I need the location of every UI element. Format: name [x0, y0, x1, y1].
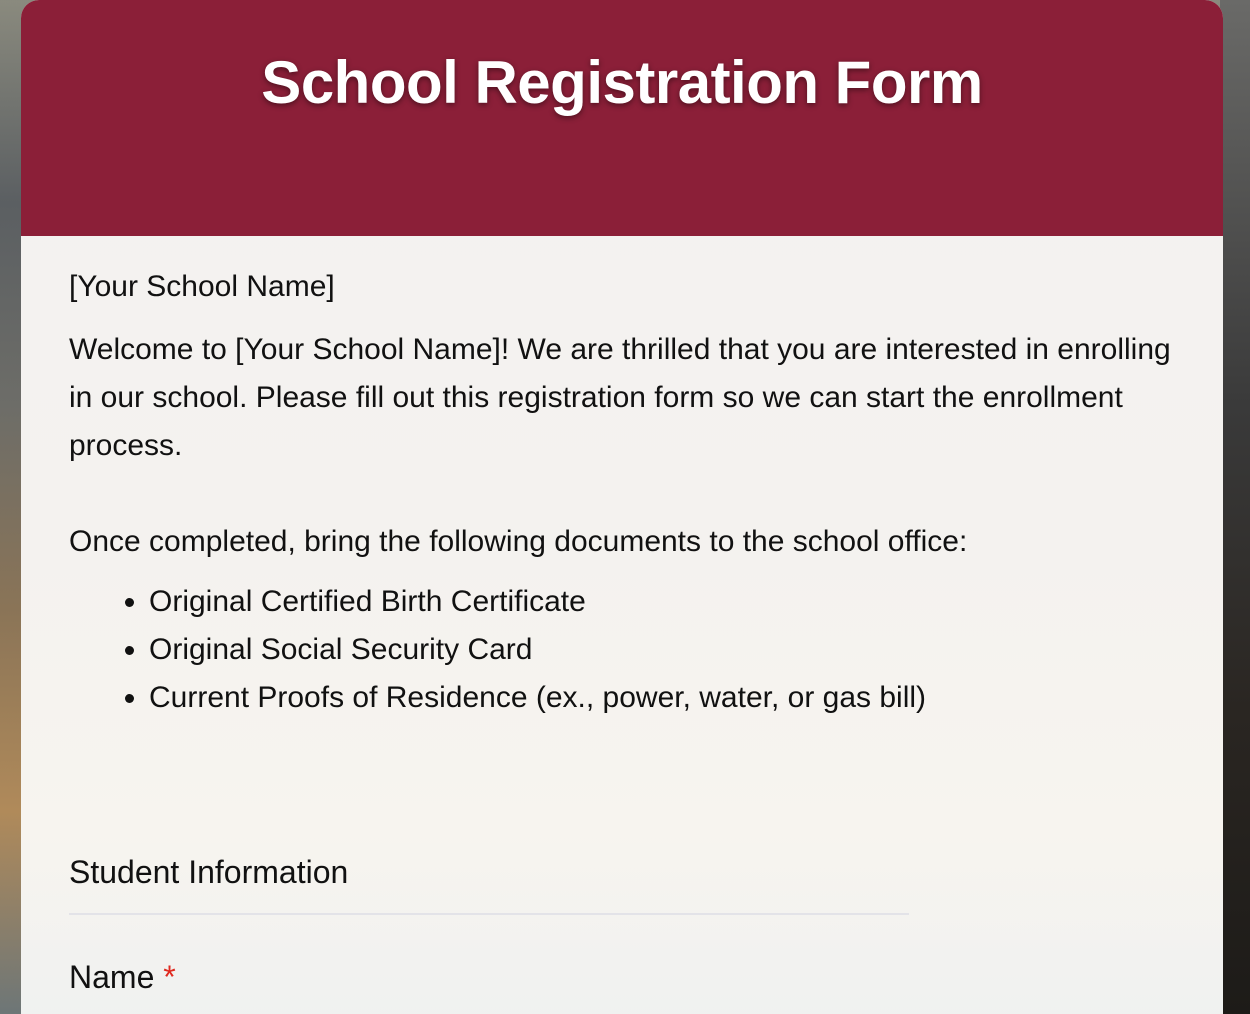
welcome-text: Welcome to [Your School Name]! We are thrilled that you are interested in enrolling in our school. Please fill out this registration form so we can start the enrollment process.	[69, 333, 1171, 462]
form-card	[21, 0, 1223, 1014]
form-title: School Registration Form	[261, 49, 983, 116]
school-name: [Your School Name]	[69, 270, 335, 303]
documents-lead: Once completed, bring the following documents to the school office:	[69, 525, 968, 558]
required-mark: *	[163, 959, 176, 995]
document-item: • Original Certified Birth Certificate	[149, 578, 1175, 626]
name-label	[69, 959, 1175, 996]
document-item: • Original Social Security Card	[149, 626, 1175, 674]
section-title-student-information: Student Information	[69, 854, 909, 915]
background-image	[1220, 0, 1250, 1014]
form-body	[21, 236, 1223, 996]
form-header	[21, 0, 1223, 236]
name-label-text: Name	[69, 959, 155, 995]
document-item: • Current Proofs of Residence (ex., power, water, or gas bill)	[149, 674, 1175, 722]
documents-list	[69, 578, 1175, 722]
